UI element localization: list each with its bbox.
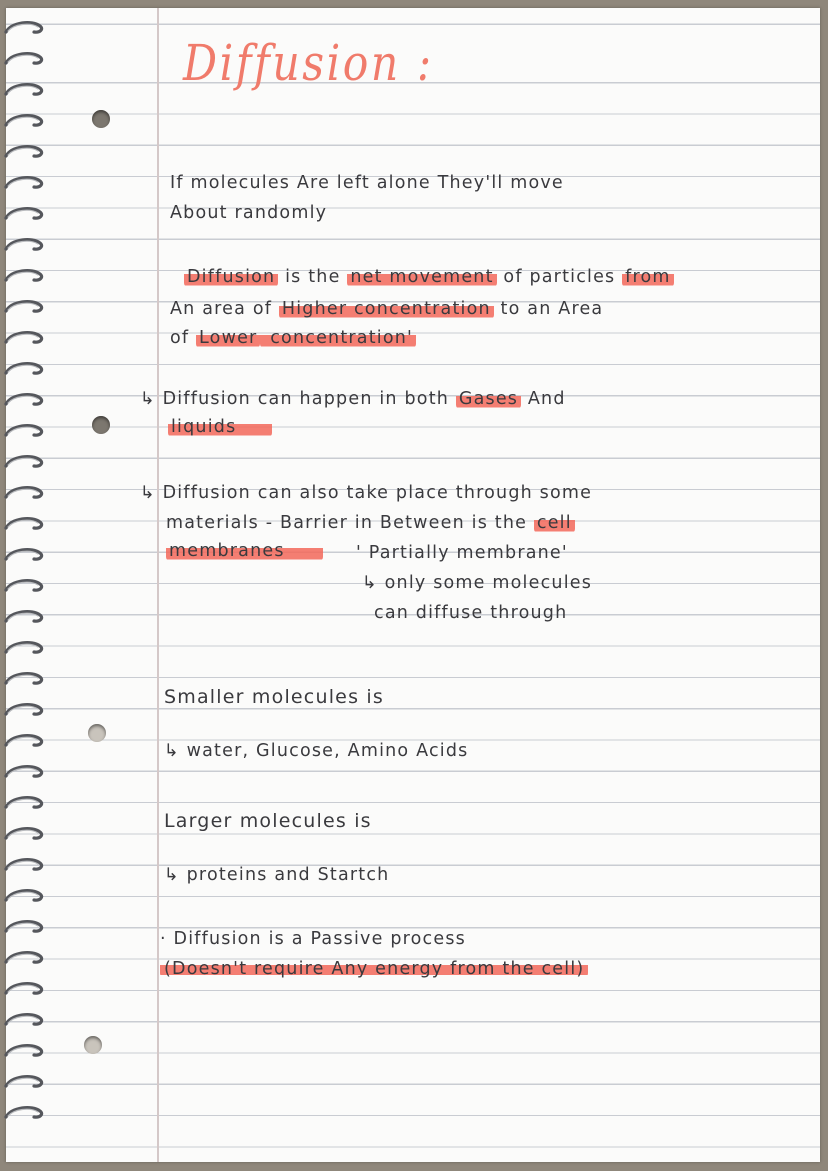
definition-line-2 [170, 298, 603, 320]
smaller-molecules-heading: Smaller molecules is [164, 686, 384, 708]
spiral-coil [2, 144, 46, 158]
text-span: ↳ Diffusion can happen in both [140, 389, 456, 409]
highlight-concentration: concentration' [260, 328, 416, 348]
spiral-coil [2, 82, 46, 96]
spiral-coil [2, 950, 46, 964]
text-span: An area of [170, 299, 279, 319]
membrane-line-1: ↳ Diffusion can also take place through some [140, 483, 593, 503]
spiral-coil [2, 454, 46, 468]
spiral-coil [2, 516, 46, 530]
spiral-coil [2, 888, 46, 902]
definition-line-1 [184, 266, 674, 288]
punch-hole [88, 724, 106, 742]
membrane-line-5: ↳ only some molecules [362, 573, 593, 593]
spiral-coil [2, 51, 46, 65]
text-span: materials - Barrier in Between is the [166, 513, 534, 533]
gases-line-1 [140, 388, 566, 410]
text-span: And [521, 389, 566, 409]
highlight-no-energy: (Doesn't require Any energy from the cell) [160, 959, 588, 979]
spiral-coil [2, 206, 46, 220]
membrane-line-2 [166, 512, 575, 534]
membrane-line-3 [166, 540, 323, 562]
spiral-coil [2, 857, 46, 871]
text-span: is the [278, 267, 348, 287]
text-span: of [170, 328, 197, 348]
smaller-molecules-list: ↳ water, Glucose, Amino Acids [164, 741, 469, 761]
spiral-coil [2, 671, 46, 685]
spiral-coil [2, 237, 46, 251]
punch-hole [84, 1036, 102, 1054]
highlight-gases: Gases [456, 389, 521, 409]
gases-line-2 [168, 416, 272, 438]
spiral-coil [2, 20, 46, 34]
spiral-coil [2, 330, 46, 344]
spiral-coil [2, 981, 46, 995]
spiral-coil [2, 1012, 46, 1026]
punch-hole [92, 416, 110, 434]
spiral-coil [2, 175, 46, 189]
spiral-coil [2, 547, 46, 561]
spiral-coil [2, 1074, 46, 1088]
punch-hole [92, 110, 110, 128]
highlight-liquids: liquids [168, 417, 272, 437]
spiral-binding [2, 20, 48, 1140]
highlight-higher-concentration: Higher concentration [279, 299, 494, 319]
spiral-coil [2, 733, 46, 747]
spiral-coil [2, 113, 46, 127]
text-span: to an Area [493, 299, 604, 319]
spiral-coil [2, 361, 46, 375]
spiral-coil [2, 1105, 46, 1119]
highlight-from: from [622, 267, 674, 287]
spiral-coil [2, 578, 46, 592]
spiral-coil [2, 826, 46, 840]
spiral-coil [2, 1043, 46, 1057]
spiral-coil [2, 640, 46, 654]
highlight-membranes: membranes [166, 541, 323, 561]
highlight-diffusion: Diffusion [184, 267, 278, 287]
spiral-coil [2, 485, 46, 499]
membrane-line-4: ' Partially membrane' [356, 543, 568, 563]
highlight-lower: Lower [196, 328, 260, 348]
spiral-coil [2, 919, 46, 933]
highlight-net-movement: net movement [347, 267, 496, 287]
larger-molecules-heading: Larger molecules is [164, 810, 372, 832]
spiral-coil [2, 268, 46, 282]
highlight-cell: cell [534, 513, 575, 533]
page-title: Diffusion : [183, 34, 434, 92]
definition-line-3 [170, 327, 416, 349]
intro-line-1: If molecules Are left alone They'll move [170, 173, 564, 193]
text-span: of particles [496, 267, 623, 287]
larger-molecules-list: ↳ proteins and Startch [164, 865, 390, 885]
spiral-coil [2, 392, 46, 406]
spiral-coil [2, 764, 46, 778]
margin-line [157, 8, 159, 1162]
intro-line-2: About randomly [170, 203, 328, 223]
spiral-coil [2, 609, 46, 623]
spiral-coil [2, 423, 46, 437]
membrane-line-6: can diffuse through [374, 603, 568, 623]
spiral-coil [2, 795, 46, 809]
spiral-coil [2, 702, 46, 716]
passive-line-2 [160, 958, 588, 980]
spiral-coil [2, 299, 46, 313]
passive-line-1: · Diffusion is a Passive process [160, 929, 466, 949]
